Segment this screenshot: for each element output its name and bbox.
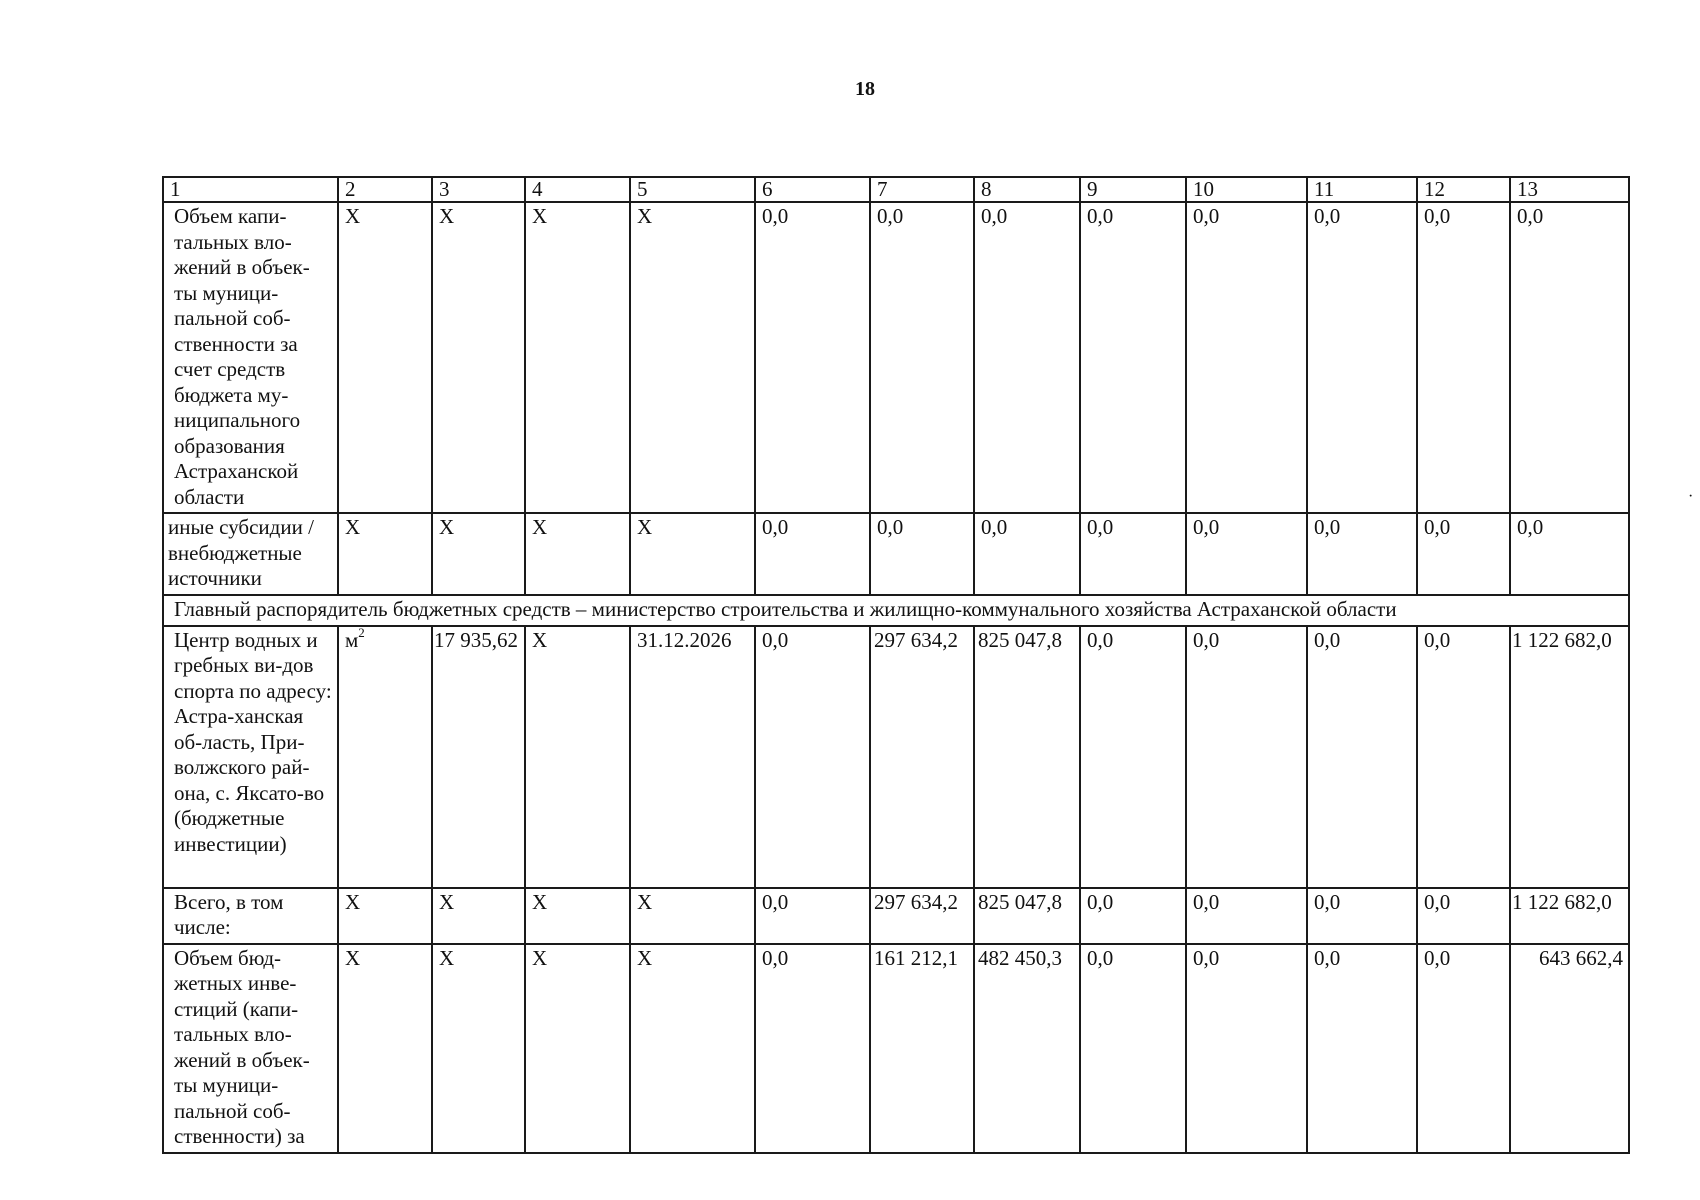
table-cell: 0,0 xyxy=(1080,626,1186,888)
table-cell: 0,0 xyxy=(755,944,870,1153)
section-heading: Главный распорядитель бюджетных средств – министерство строительства и жилищно-коммунального хозяйства Астраханской области xyxy=(163,595,1629,626)
table-cell: 0,0 xyxy=(1307,513,1417,595)
table-cell: Х xyxy=(432,888,525,944)
table-cell: 161 212,1 xyxy=(870,944,974,1153)
table-cell: 0,0 xyxy=(1307,944,1417,1153)
table-cell: 0,0 xyxy=(1186,944,1307,1153)
table-cell: 297 634,2 xyxy=(870,626,974,888)
table-cell: Х xyxy=(525,626,630,888)
table-cell: Х xyxy=(432,513,525,595)
table-cell: 0,0 xyxy=(1307,626,1417,888)
table-cell: 0,0 xyxy=(1417,513,1510,595)
table-cell: 0,0 xyxy=(1510,202,1629,513)
table-cell: 0,0 xyxy=(1186,626,1307,888)
table-cell: 0,0 xyxy=(1186,888,1307,944)
row-label: Всего, в том числе: xyxy=(163,888,338,944)
table-cell: 825 047,8 xyxy=(974,888,1080,944)
column-number: 10 xyxy=(1186,177,1307,202)
column-number: 2 xyxy=(338,177,432,202)
table-cell: 0,0 xyxy=(1417,944,1510,1153)
table-cell: 0,0 xyxy=(1417,888,1510,944)
unit-text: м xyxy=(345,627,359,652)
table-cell: 0,0 xyxy=(1080,944,1186,1153)
table-cell: 0,0 xyxy=(1417,626,1510,888)
column-number: 1 xyxy=(163,177,338,202)
table-cell: 0,0 xyxy=(1307,888,1417,944)
row-label: Объем бюд-жетных инве-стиций (капи-тальных вло-жений в объек-ты муници-пальной соб-ственности) за xyxy=(163,944,338,1153)
row-label: Объем капи-тальных вло-жений в объек-ты муници-пальной соб-ственности за счет средств бюджета му-ниципального образования Астраханской области xyxy=(163,202,338,513)
table-cell: Х xyxy=(630,513,755,595)
column-number: 12 xyxy=(1417,177,1510,202)
table-cell: 17 935,62 xyxy=(432,626,525,888)
page-number: 18 xyxy=(855,78,875,100)
table-cell: Х xyxy=(338,944,432,1153)
table-cell: Х xyxy=(630,888,755,944)
table-cell: 297 634,2 xyxy=(870,888,974,944)
section-row xyxy=(163,595,1629,626)
column-number-row xyxy=(163,177,1629,202)
table-cell: 0,0 xyxy=(1417,202,1510,513)
table-cell: 0,0 xyxy=(1186,513,1307,595)
table-row xyxy=(163,513,1629,595)
table-cell: 0,0 xyxy=(1080,513,1186,595)
table-cell: 0,0 xyxy=(755,513,870,595)
table-cell: 482 450,3 xyxy=(974,944,1080,1153)
row-label: иные субсидии / внебюджетные источники xyxy=(163,513,338,595)
unit-superscript: 2 xyxy=(358,625,365,640)
column-number: 11 xyxy=(1307,177,1417,202)
table-cell: Х xyxy=(338,202,432,513)
budget-table xyxy=(162,176,1630,1154)
table-cell: Х xyxy=(338,513,432,595)
table-cell: 0,0 xyxy=(1510,513,1629,595)
table-cell: 0,0 xyxy=(1080,888,1186,944)
table-cell: 0,0 xyxy=(1080,202,1186,513)
column-number: 5 xyxy=(630,177,755,202)
table-row xyxy=(163,202,1629,513)
table-cell: 0,0 xyxy=(755,888,870,944)
table-cell: 0,0 xyxy=(755,626,870,888)
stray-mark: · xyxy=(1688,488,1694,505)
table-cell: 0,0 xyxy=(1186,202,1307,513)
table-cell: 0,0 xyxy=(1307,202,1417,513)
column-number: 6 xyxy=(755,177,870,202)
table-cell: Х xyxy=(432,202,525,513)
table-cell: Х xyxy=(525,944,630,1153)
column-number: 13 xyxy=(1510,177,1629,202)
table-cell: 1 122 682,0 xyxy=(1510,626,1629,888)
table-cell: Х xyxy=(338,888,432,944)
table-cell: 0,0 xyxy=(974,513,1080,595)
table-row xyxy=(163,626,1629,888)
column-number: 9 xyxy=(1080,177,1186,202)
table-cell: Х xyxy=(630,944,755,1153)
table-cell: 825 047,8 xyxy=(974,626,1080,888)
table-cell: 0,0 xyxy=(870,202,974,513)
table-row xyxy=(163,888,1629,944)
table-cell: 0,0 xyxy=(974,202,1080,513)
column-number: 3 xyxy=(432,177,525,202)
table-row xyxy=(163,944,1629,1153)
table-cell: 0,0 xyxy=(755,202,870,513)
unit-cell xyxy=(338,626,432,888)
column-number: 8 xyxy=(974,177,1080,202)
table-cell: Х xyxy=(525,202,630,513)
table-cell: Х xyxy=(630,202,755,513)
table-cell: 31.12.2026 xyxy=(630,626,755,888)
column-number: 4 xyxy=(525,177,630,202)
table-cell: 0,0 xyxy=(870,513,974,595)
row-label: Центр водных и гребных ви-дов спорта по адресу: Астра-ханская об-ласть, При-волжского рай-она, с. Яксато-во (бюджетные инвестиции) xyxy=(163,626,338,888)
column-number: 7 xyxy=(870,177,974,202)
table-cell: 1 122 682,0 xyxy=(1510,888,1629,944)
table-cell: 643 662,4 xyxy=(1510,944,1629,1153)
table-cell: Х xyxy=(525,888,630,944)
table-cell: Х xyxy=(432,944,525,1153)
table-cell: Х xyxy=(525,513,630,595)
